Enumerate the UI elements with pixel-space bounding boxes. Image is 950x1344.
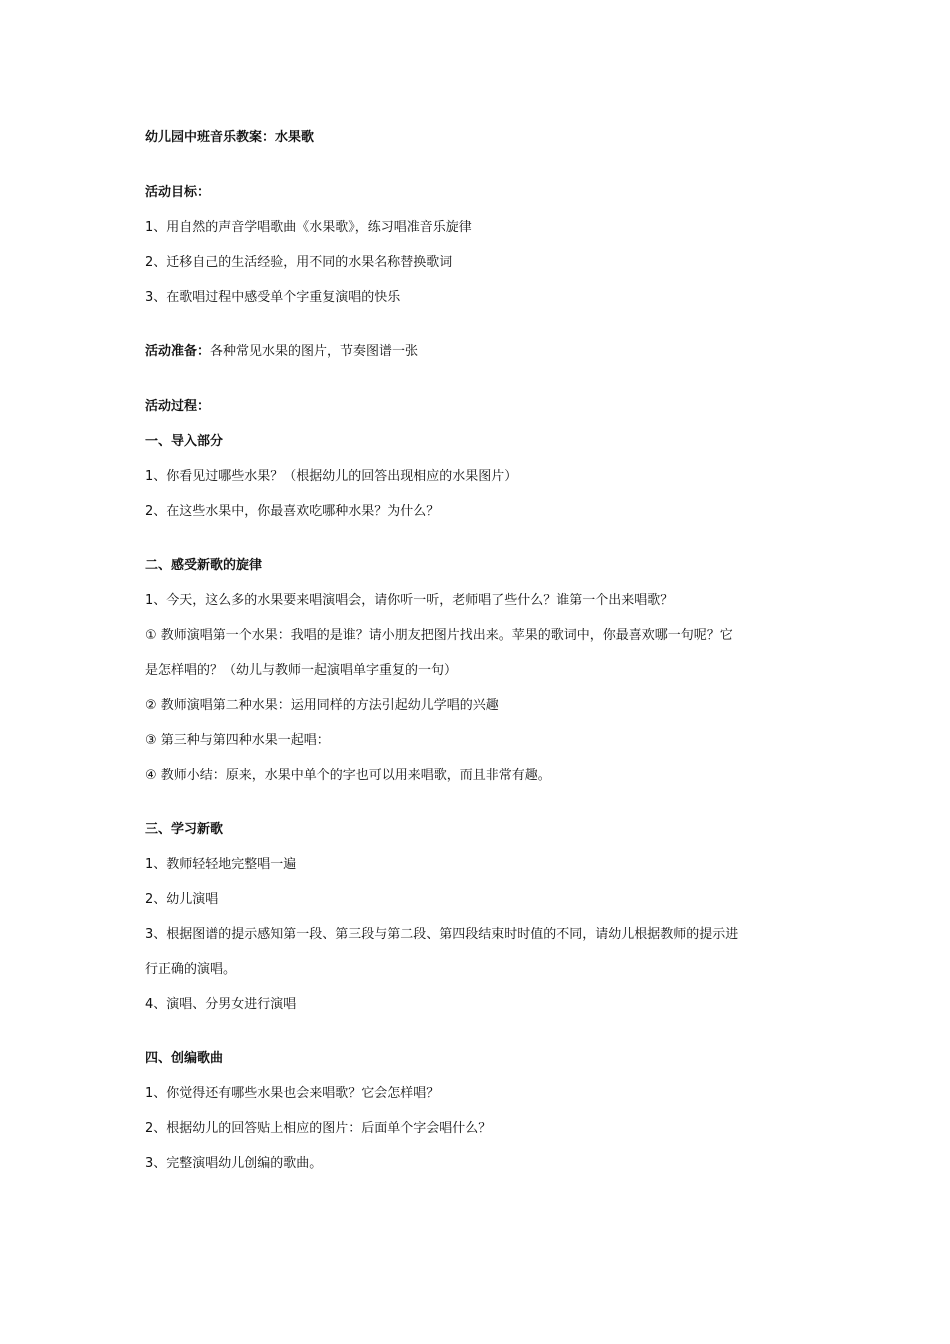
section-line: 是怎样唱的？（幼儿与教师一起演唱单字重复的一句） — [145, 663, 458, 678]
prep-line — [145, 343, 810, 360]
section-line: 1、你看见过哪些水果？（根据幼儿的回答出现相应的水果图片） — [145, 469, 518, 484]
section-line: ① 教师演唱第一个水果：我唱的是谁？请小朋友把图片找出来。苹果的歌词中，你最喜欢哪一句呢？它 — [145, 628, 733, 643]
section-heading-1: 一、导入部分 — [145, 434, 224, 449]
section-heading-4: 四、创编歌曲 — [145, 1051, 224, 1066]
section-line: ② 教师演唱第二种水果：运用同样的方法引起幼儿学唱的兴趣 — [145, 698, 499, 713]
section-heading-2: 二、感受新歌的旋律 — [145, 558, 263, 573]
section-line: 2、在这些水果中，你最喜欢吃哪种水果？为什么？ — [145, 504, 440, 519]
section-line: ④ 教师小结：原来，水果中单个的字也可以用来唱歌，而且非常有趣。 — [145, 768, 551, 783]
section-line: 2、幼儿演唱 — [145, 892, 219, 907]
doc-title: 幼儿园中班音乐教案：水果歌 — [145, 130, 315, 145]
section-line: 4、演唱、分男女进行演唱 — [145, 997, 297, 1012]
section-line: 行正确的演唱。 — [145, 962, 237, 977]
section-line: 1、教师轻轻地完整唱一遍 — [145, 857, 297, 872]
section-line: 1、你觉得还有哪些水果也会来唱歌？它会怎样唱？ — [145, 1086, 440, 1101]
goal-item: 2、迁移自己的生活经验，用不同的水果名称替换歌词 — [145, 255, 453, 270]
section-line: 3、根据图谱的提示感知第一段、第三段与第二段、第四段结束时时值的不同，请幼儿根据教师的提示进 — [145, 927, 739, 942]
section-heading-3: 三、学习新歌 — [145, 822, 224, 837]
goal-item: 3、在歌唱过程中感受单个字重复演唱的快乐 — [145, 290, 401, 305]
section-line: 3、完整演唱幼儿创编的歌曲。 — [145, 1156, 323, 1171]
prep-text: 各种常见水果的图片，节奏图谱一张 — [210, 344, 419, 359]
prep-label: 活动准备： — [145, 344, 211, 359]
section-line: 1、今天，这么多的水果要来唱演唱会，请你听一听，老师唱了些什么？谁第一个出来唱歌？ — [145, 593, 674, 608]
section-line: 2、根据幼儿的回答贴上相应的图片：后面单个字会唱什么？ — [145, 1121, 492, 1136]
goal-item: 1、用自然的声音学唱歌曲《水果歌》，练习唱准音乐旋律 — [145, 220, 472, 235]
goals-heading: 活动目标： — [145, 185, 211, 200]
process-heading: 活动过程： — [145, 399, 211, 414]
section-line: ③ 第三种与第四种水果一起唱： — [145, 733, 330, 748]
